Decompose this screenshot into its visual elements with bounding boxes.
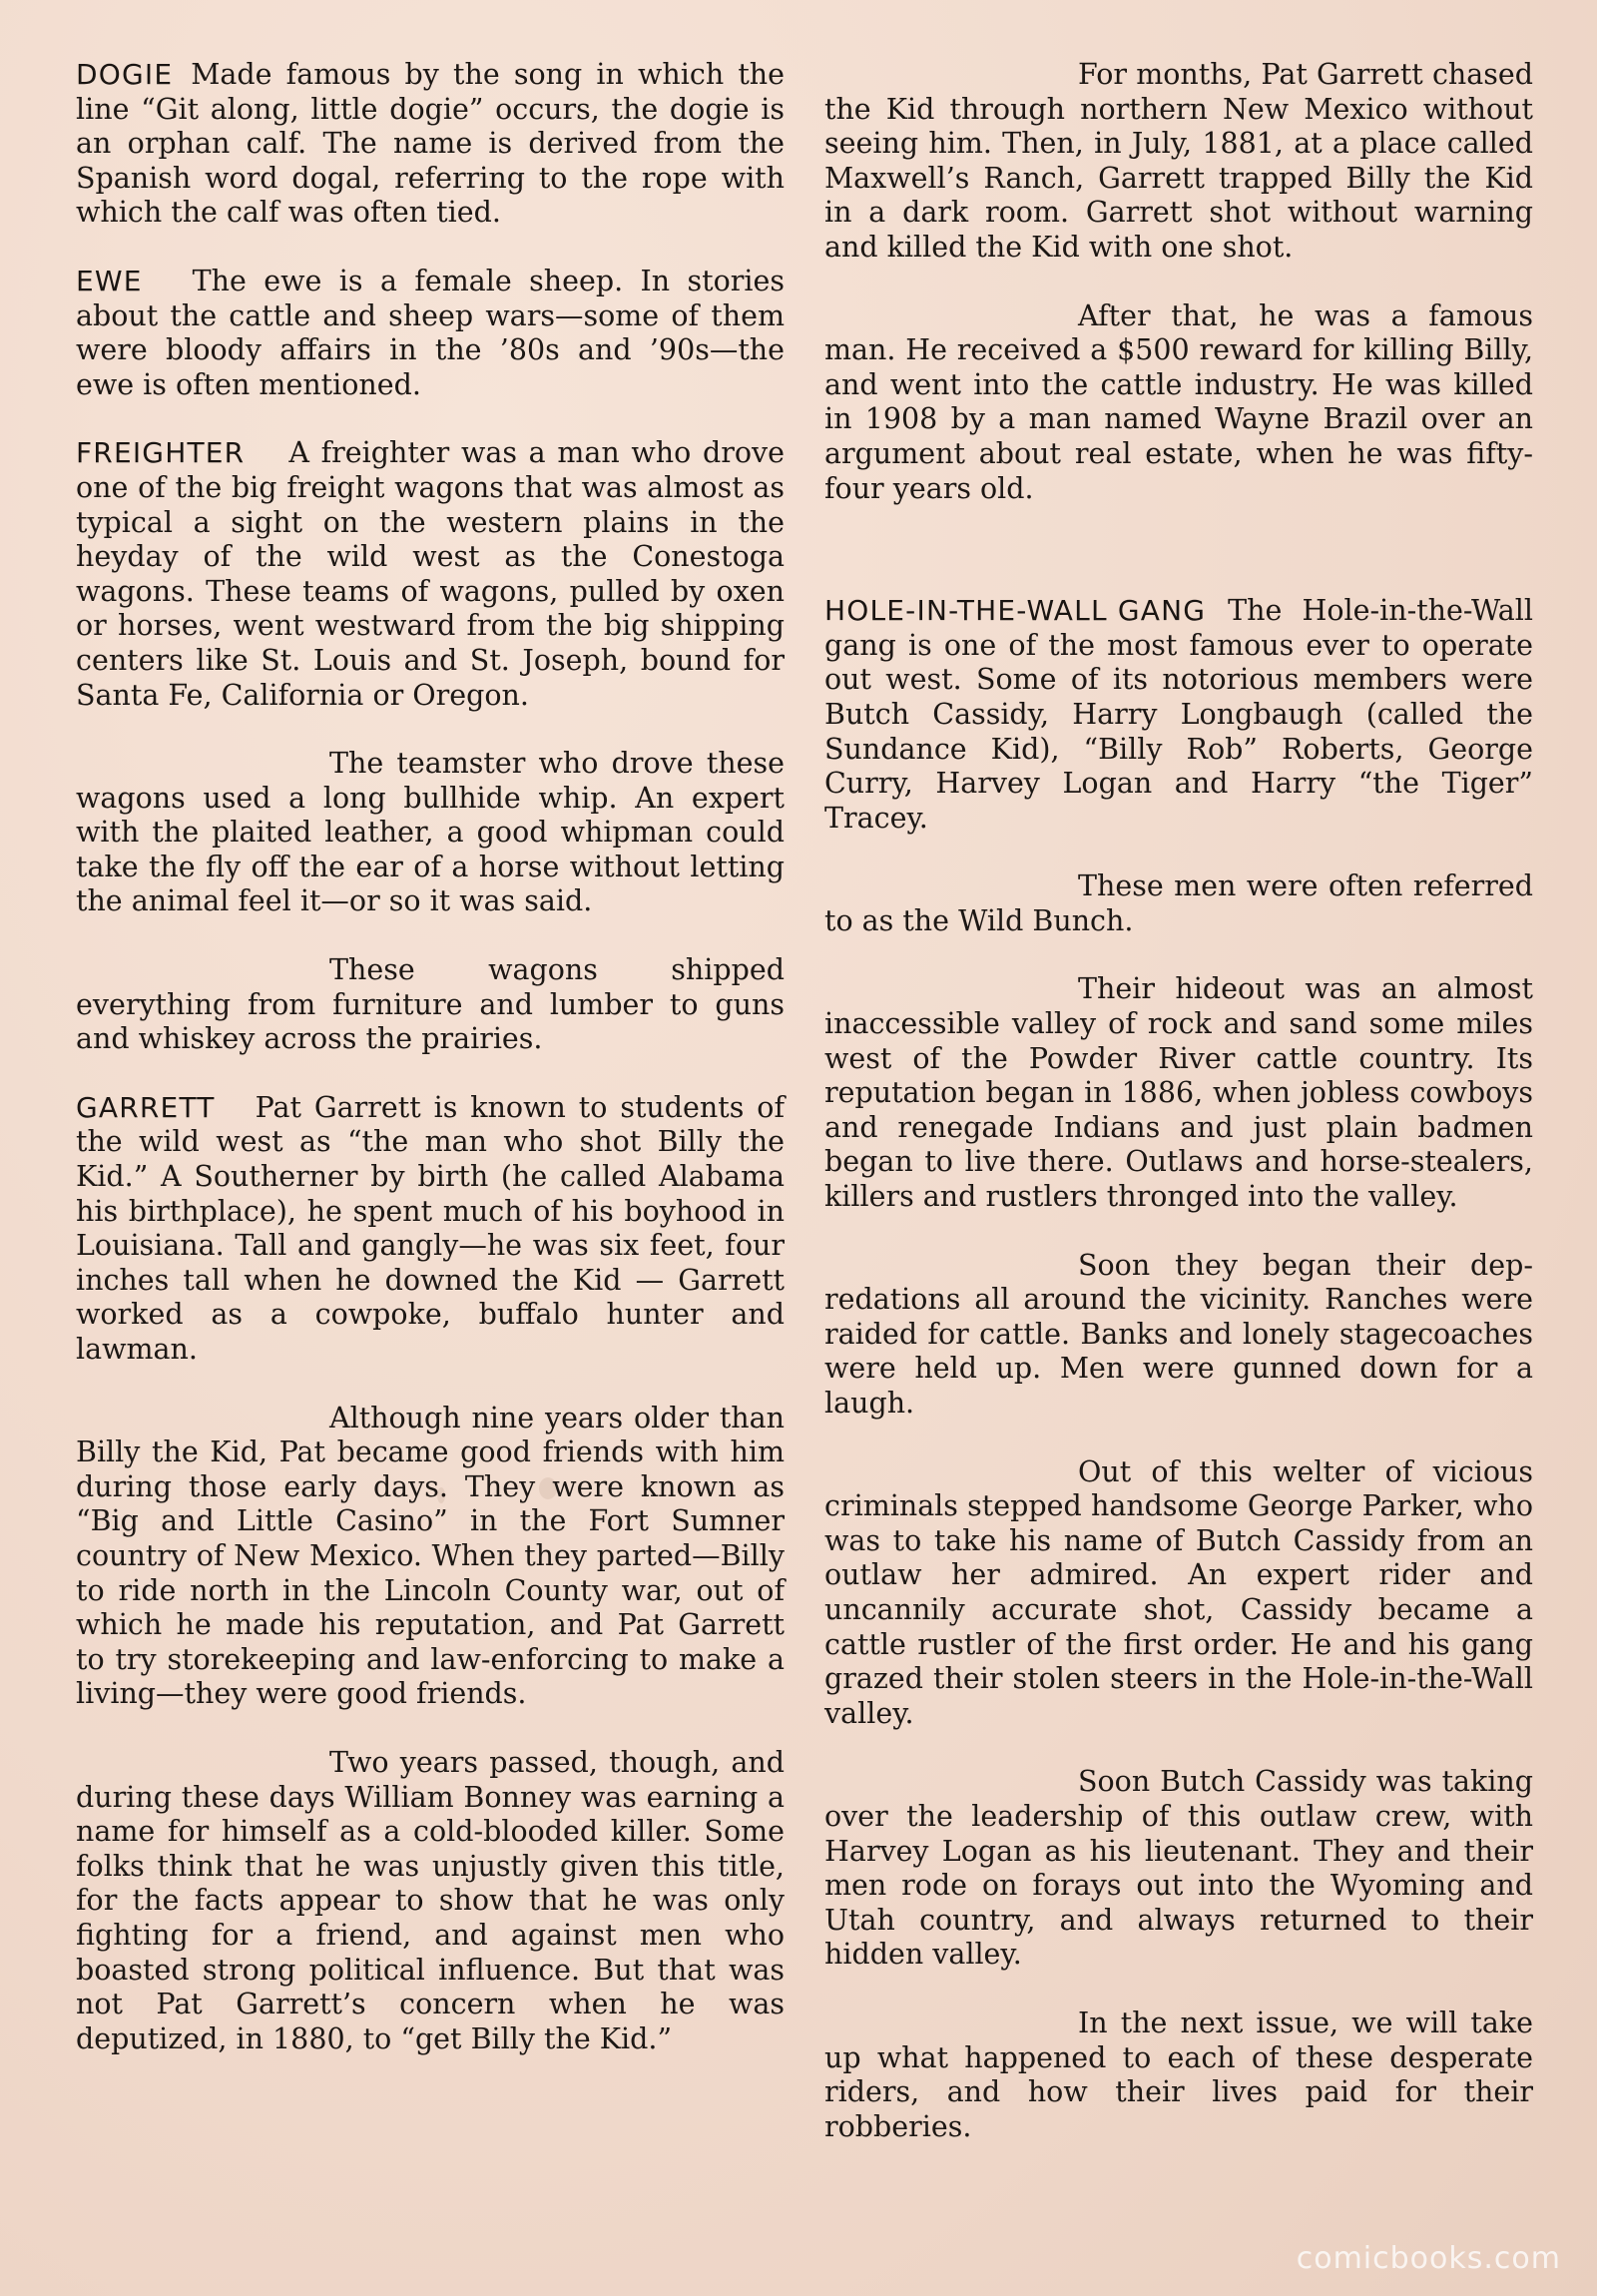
left-column bbox=[76, 58, 785, 2090]
entry-paragraph: Two years passed, though, and during these days William Bonney was earning a name for himself as a cold-blooded killer. Some folks think that he was unjustly given this title, for the facts appear to show that he was only fighting for a friend, and against men who boasted strong political influence. But that was not Pat Garrett’s concern when he was deputized, in 1880, to “get Billy the Kid.” bbox=[76, 1745, 785, 2055]
entry-text: Made famous by the song in which the line “Git along, little dogie” occurs, the dogie is an orphan calf. The name is derived from the Spanish word dogal, referring to the rope with which the calf was often tied. bbox=[76, 58, 785, 230]
entry-ewe bbox=[76, 265, 785, 402]
entry-term: GARRETT bbox=[76, 1090, 216, 1124]
entry-paragraph: Soon Butch Cassidy was taking over the leadership of this outlaw crew, with Harvey Logan as his lieutenant. They and their men rode on forays out into the Wyoming and Utah country, and always returned to their hidden valley. bbox=[824, 1765, 1533, 1972]
entry-term: FREIGHTER bbox=[76, 436, 246, 470]
entry-paragraph bbox=[824, 594, 1533, 836]
entry-dogie bbox=[76, 58, 785, 231]
entry-paragraph: Their hideout was an almost inaccessible valley of rock and sand some miles west of the Powder River cattle country. Its reputation began in 1886, when jobless cowboys and renegade Indians and just plain badmen began to live there. Outlaws and horse-stealers, killers and rustlers thronged into the valley. bbox=[824, 972, 1533, 1214]
entry-paragraph bbox=[76, 58, 785, 231]
entry-paragraph: Soon they began their depredations all around the vicinity. Ranches were raided for cattle. Banks and lonely stagecoaches were held up. Men were gunned down for a laugh. bbox=[824, 1248, 1533, 1420]
entry-term: EWE bbox=[76, 264, 143, 297]
entry-paragraph: After that, he was a famous man. He received a $500 reward for killing Billy, and went into the cattle industry. He was killed in 1908 by a man named Wayne Brazil over an argument about real estate, when he was fifty-four years old. bbox=[824, 298, 1533, 505]
entry-text: A freighter was a man who drove one of the big freight wagons that was almost as typical a sight on the western plains in the heyday of the wild west as the Conestoga wagons. These teams of wagons, pulled by oxen or horses, went westward from the big shipping centers like St. Louis and St. Joseph, bound for Santa Fe, California or Oregon. bbox=[76, 436, 785, 712]
entry-paragraph: The teamster who drove these wagons used a long bullhide whip. An expert with the plaited leather, a good whipman could take the fly off the ear of a horse without letting the animal feel it—or so it was said. bbox=[76, 747, 785, 918]
entry-paragraph bbox=[76, 265, 785, 402]
entry-paragraph bbox=[76, 436, 785, 713]
entry-paragraph: Out of this welter of vicious criminals stepped handsome George Parker, who was to take his name of Butch Cassidy from an outlaw her admired. An expert rider and uncannily accurate shot, Cassidy became a cattle rustler of the first order. He and his gang grazed their stolen steers in the Hole-in-the-Wall valley. bbox=[824, 1454, 1533, 1730]
entry-paragraph bbox=[76, 1091, 785, 1368]
right-column bbox=[824, 58, 1533, 2178]
entry-term: DOGIE bbox=[76, 58, 174, 91]
entry-freighter bbox=[76, 436, 785, 1057]
entry-text: The ewe is a female sheep. In stories about the cattle and sheep wars—some of them were bloody affairs in the ’80s and ’90s—the ewe is often mentioned. bbox=[76, 264, 785, 401]
entry-paragraph: For months, Pat Garrett chased the Kid through northern New Mexico without seeing him. Then, in July, 1881, at a place called Maxwell’s Ranch, Garrett trapped Billy the Kid in a dark room. Garrett shot without warning and killed the Kid with one shot. bbox=[824, 58, 1533, 264]
entry-paragraph: These wagons shipped everything from furniture and lumber to guns and whiskey across the prairies. bbox=[76, 953, 785, 1056]
entry-paragraph: These men were often referred to as the Wild Bunch. bbox=[824, 869, 1533, 937]
entry-garrett-continued bbox=[824, 58, 1533, 506]
entry-term: HOLE-IN-THE-WALL GANG bbox=[824, 594, 1207, 628]
entry-text: The Hole-in-the-Wall gang is one of the most famous ever to operate out west. Some of its notorious members were Butch Cassidy, Harry Longbaugh (called the Sundance Kid), “Billy Rob” Roberts, George Curry, Harvey Logan and Harry “the Tiger” Tracey. bbox=[824, 594, 1533, 835]
entry-garrett bbox=[76, 1091, 785, 2056]
entry-text: Pat Garrett is known to students of the wild west as “the man who shot Billy the Kid.” A Southerner by birth (he called Alabama his birthplace), he spent much of his boyhood in Louisiana. Tall and gangly—he was six feet, four inches tall when he downed the Kid — Garrett worked as a cowpoke, buffalo hunter and lawman. bbox=[76, 1090, 785, 1366]
entry-paragraph: Although nine years older than Billy the Kid, Pat became good friends with him during those early days. They were known as “Big and Little Casino” in the Fort Sumner country of New Mexico. When they parted—Billy to ride north in the Lincoln County war, out of which he made his reputation, and Pat Garrett to try storekeeping and law-enforcing to make a living—they were good friends. bbox=[76, 1401, 785, 1711]
entry-paragraph: In the next issue, we will take up what happened to each of these desperate riders, and how their lives paid for their robberies. bbox=[824, 2006, 1533, 2143]
watermark-text: comicbooks.com bbox=[1296, 2241, 1561, 2276]
entry-hole-in-the-wall-gang bbox=[824, 594, 1533, 2144]
